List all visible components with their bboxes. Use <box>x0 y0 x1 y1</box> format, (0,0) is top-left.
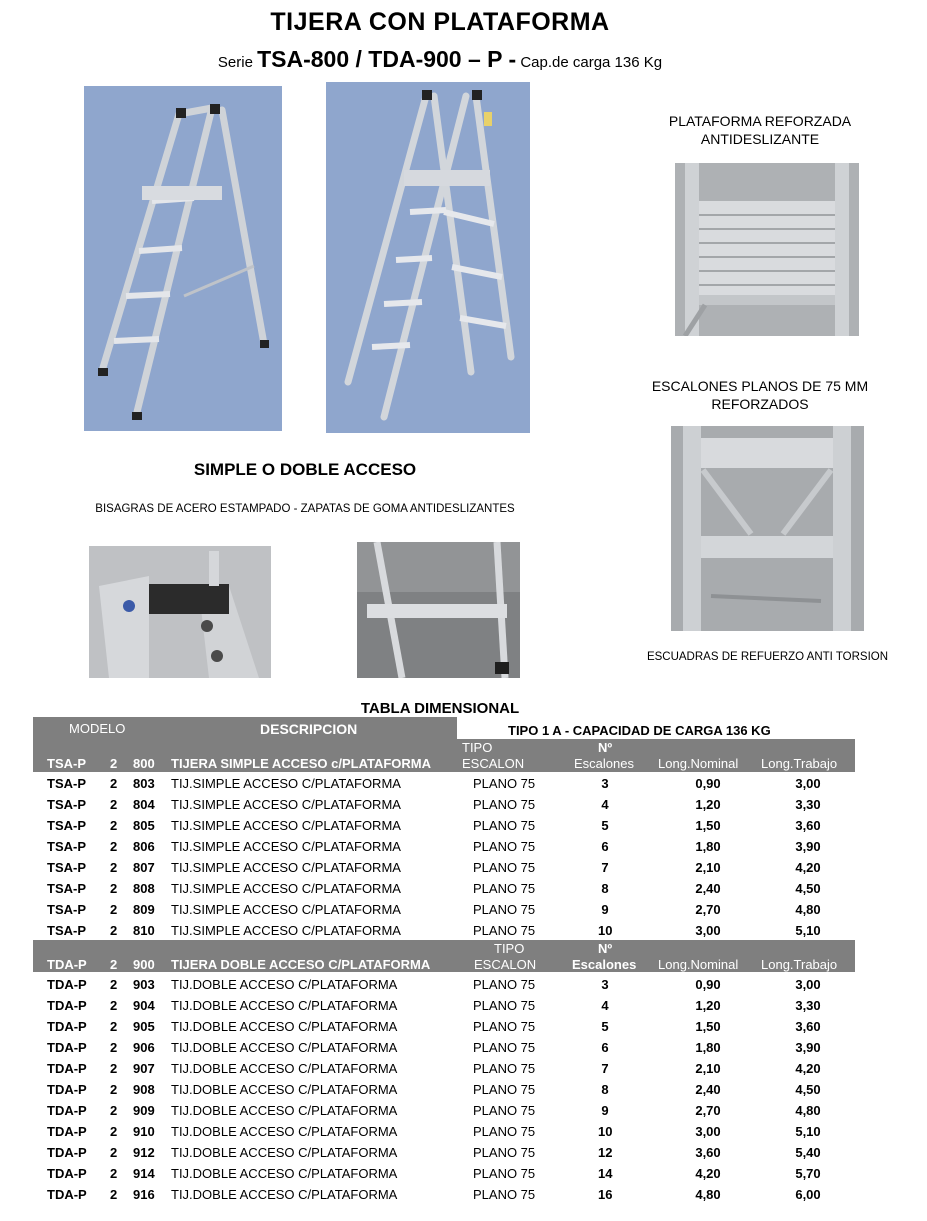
table-row <box>33 1185 855 1206</box>
col-tipo-2: ESCALON <box>462 756 525 771</box>
cell-escalones: 14 <box>598 1166 613 1181</box>
cell-quantity: 2 <box>110 818 118 833</box>
cell-description: TIJ.DOBLE ACCESO C/PLATAFORMA <box>171 1166 398 1181</box>
cell-model: TDA-P <box>47 1124 87 1139</box>
col-esc-2: Escalones <box>572 957 637 972</box>
platform-photo <box>675 163 859 336</box>
cell-model: TDA-P <box>47 1082 87 1097</box>
cell-long-nominal: 1,80 <box>695 839 721 854</box>
cell-escalones: 8 <box>601 1082 609 1097</box>
col-tipo-1: TIPO <box>462 740 493 755</box>
cell-escalones: 3 <box>601 776 609 791</box>
table-row <box>33 975 855 996</box>
cell-tipo-escalon: PLANO 75 <box>473 860 536 875</box>
cell-model: TDA-P <box>47 1040 87 1055</box>
table-row <box>33 921 855 942</box>
cell-tipo-escalon: PLANO 75 <box>473 1061 536 1076</box>
cell-model: TSA-P <box>47 860 86 875</box>
cell-model: TDA-P <box>47 1061 87 1076</box>
cell-quantity: 2 <box>110 1103 118 1118</box>
cell-long-trabajo: 3,90 <box>795 1040 821 1055</box>
cell-description: TIJ.SIMPLE ACCESO C/PLATAFORMA <box>171 797 401 812</box>
col-esc-1: Nº <box>598 740 613 755</box>
cell-description: TIJ.DOBLE ACCESO C/PLATAFORMA <box>171 977 398 992</box>
page-title: TIJERA CON PLATAFORMA <box>270 8 610 36</box>
col-trabajo: Long.Trabajo <box>761 957 838 972</box>
cell-tipo-escalon: PLANO 75 <box>473 1166 536 1181</box>
cell-tipo-escalon: PLANO 75 <box>473 1103 536 1118</box>
cell-escalones: 5 <box>601 818 609 833</box>
cell-model: TDA-P <box>47 1145 87 1160</box>
ladder-double-photo <box>326 82 530 433</box>
cell-escalones: 5 <box>601 1019 609 1034</box>
cell-code: 906 <box>133 1040 155 1055</box>
cell-quantity: 2 <box>110 1124 118 1139</box>
cell-long-nominal: 1,50 <box>695 1019 721 1034</box>
cell-escalones: 10 <box>598 1124 613 1139</box>
cell-long-nominal: 2,10 <box>695 1061 721 1076</box>
cell-tipo-escalon: PLANO 75 <box>473 998 536 1013</box>
caption-escalones: ESCALONES PLANOS DE 75 MM REFORZADOS <box>651 378 869 412</box>
cell-escalones: 9 <box>601 1103 609 1118</box>
table-row <box>33 1017 855 1038</box>
table-header-top <box>33 717 457 739</box>
cell-model: TDA-P <box>47 1019 87 1034</box>
col-tipo-2: ESCALON <box>474 957 537 972</box>
cell-code: 903 <box>133 977 155 992</box>
serie-models: TSA-800 / TDA-900 – P - <box>257 46 517 72</box>
cell-code: 806 <box>133 839 155 854</box>
table-row <box>33 879 855 900</box>
caption-plataforma: PLATAFORMA REFORZADA ANTIDESLIZANTE <box>668 113 852 147</box>
cell-long-nominal: 2,70 <box>695 902 721 917</box>
cell-tipo-escalon: PLANO 75 <box>473 977 536 992</box>
cell-escalones: 9 <box>601 902 609 917</box>
cell-code: 910 <box>133 1124 155 1139</box>
col-esc-1: Nº <box>598 941 613 956</box>
cell-description: TIJ.SIMPLE ACCESO C/PLATAFORMA <box>171 839 401 854</box>
cell-description: TIJ.DOBLE ACCESO C/PLATAFORMA <box>171 1145 398 1160</box>
cell-long-trabajo: 3,60 <box>795 1019 821 1034</box>
cell-model: TDA-P <box>47 998 87 1013</box>
cell-description: TIJ.DOBLE ACCESO C/PLATAFORMA <box>171 1082 398 1097</box>
cell-model: TSA-P <box>47 839 86 854</box>
cell-code: 804 <box>133 797 155 812</box>
cell-long-trabajo: 5,70 <box>795 1166 821 1181</box>
cell-model: TSA-P <box>47 923 86 938</box>
cell-code: 908 <box>133 1082 155 1097</box>
hinge-photo <box>89 546 271 678</box>
cell-long-nominal: 1,50 <box>695 818 721 833</box>
header-descripcion: DESCRIPCION <box>260 721 358 737</box>
cell-long-trabajo: 4,20 <box>795 860 821 875</box>
cell-model: TDA-P <box>47 1187 87 1202</box>
serie-prefix: Serie <box>217 54 258 71</box>
cell-quantity: 2 <box>110 1019 118 1034</box>
col-nominal: Long.Nominal <box>658 957 739 972</box>
cell-long-trabajo: 3,00 <box>795 977 821 992</box>
cell-quantity: 2 <box>110 1166 118 1181</box>
ladder-simple-photo <box>84 86 282 431</box>
cell-quantity: 2 <box>110 977 118 992</box>
cell-tipo-escalon: PLANO 75 <box>473 839 536 854</box>
cell-quantity: 2 <box>110 1187 118 1202</box>
cell-long-nominal: 1,20 <box>695 797 721 812</box>
cell-tipo-escalon: PLANO 75 <box>473 818 536 833</box>
tsa-group-model: TSA-P <box>47 756 86 771</box>
cell-code: 914 <box>133 1166 155 1181</box>
cell-code: 807 <box>133 860 155 875</box>
cell-code: 916 <box>133 1187 155 1202</box>
cell-tipo-escalon: PLANO 75 <box>473 1187 536 1202</box>
cell-escalones: 3 <box>601 977 609 992</box>
table-row <box>33 1101 855 1122</box>
cell-tipo-escalon: PLANO 75 <box>473 1019 536 1034</box>
cell-description: TIJ.DOBLE ACCESO C/PLATAFORMA <box>171 1040 398 1055</box>
steps-photo <box>671 426 864 631</box>
caption-escuadras: ESCUADRAS DE REFUERZO ANTI TORSION <box>646 651 889 663</box>
cell-long-nominal: 3,00 <box>695 1124 721 1139</box>
cell-long-trabajo: 3,90 <box>795 839 821 854</box>
cell-long-nominal: 3,00 <box>695 923 721 938</box>
rubber-foot-photo <box>357 542 520 678</box>
cell-long-nominal: 2,40 <box>695 1082 721 1097</box>
cell-code: 905 <box>133 1019 155 1034</box>
cell-tipo-escalon: PLANO 75 <box>473 776 536 791</box>
cell-long-trabajo: 3,30 <box>795 998 821 1013</box>
cell-escalones: 16 <box>598 1187 613 1202</box>
tda-group-desc: TIJERA DOBLE ACCESO C/PLATAFORMA <box>171 957 431 972</box>
cell-escalones: 12 <box>598 1145 613 1160</box>
cell-description: TIJ.DOBLE ACCESO C/PLATAFORMA <box>171 1103 398 1118</box>
cell-model: TDA-P <box>47 1103 87 1118</box>
cell-quantity: 2 <box>110 1040 118 1055</box>
cell-long-trabajo: 4,20 <box>795 1061 821 1076</box>
cell-description: TIJ.DOBLE ACCESO C/PLATAFORMA <box>171 1124 398 1139</box>
cell-description: TIJ.SIMPLE ACCESO C/PLATAFORMA <box>171 818 401 833</box>
cell-quantity: 2 <box>110 776 118 791</box>
cell-long-nominal: 0,90 <box>695 977 721 992</box>
cell-long-nominal: 4,80 <box>695 1187 721 1202</box>
table-row <box>33 1038 855 1059</box>
cell-model: TSA-P <box>47 818 86 833</box>
cell-description: TIJ.DOBLE ACCESO C/PLATAFORMA <box>171 1019 398 1034</box>
cell-quantity: 2 <box>110 881 118 896</box>
cell-model: TDA-P <box>47 1166 87 1181</box>
cell-description: TIJ.SIMPLE ACCESO C/PLATAFORMA <box>171 860 401 875</box>
cell-description: TIJ.SIMPLE ACCESO C/PLATAFORMA <box>171 902 401 917</box>
cell-long-trabajo: 4,80 <box>795 1103 821 1118</box>
cell-model: TSA-P <box>47 902 86 917</box>
cell-code: 803 <box>133 776 155 791</box>
table-row <box>33 1143 855 1164</box>
cell-long-trabajo: 4,50 <box>795 881 821 896</box>
cell-escalones: 6 <box>601 1040 609 1055</box>
cell-escalones: 7 <box>601 860 609 875</box>
table-row <box>33 795 855 816</box>
cell-long-nominal: 0,90 <box>695 776 721 791</box>
cell-tipo-escalon: PLANO 75 <box>473 1124 536 1139</box>
cell-quantity: 2 <box>110 998 118 1013</box>
cell-escalones: 8 <box>601 881 609 896</box>
cell-quantity: 2 <box>110 902 118 917</box>
header-tipo-capacidad: TIPO 1 A - CAPACIDAD DE CARGA 136 KG <box>508 723 771 738</box>
cell-quantity: 2 <box>110 1061 118 1076</box>
cell-code: 907 <box>133 1061 155 1076</box>
cell-code: 912 <box>133 1145 155 1160</box>
cell-tipo-escalon: PLANO 75 <box>473 881 536 896</box>
cell-tipo-escalon: PLANO 75 <box>473 902 536 917</box>
tsa-group-desc: TIJERA SIMPLE ACCESO c/PLATAFORMA <box>171 756 432 771</box>
cell-description: TIJ.SIMPLE ACCESO C/PLATAFORMA <box>171 776 401 791</box>
col-nominal: Long.Nominal <box>658 756 739 771</box>
caption-bisagras: BISAGRAS DE ACERO ESTAMPADO - ZAPATAS DE GOMA ANTIDESLIZANTES <box>95 503 515 515</box>
cell-tipo-escalon: PLANO 75 <box>473 923 536 938</box>
caption-acceso: SIMPLE O DOBLE ACCESO <box>193 460 417 479</box>
cell-code: 810 <box>133 923 155 938</box>
cell-long-nominal: 2,40 <box>695 881 721 896</box>
cell-long-trabajo: 6,00 <box>795 1187 821 1202</box>
cell-long-trabajo: 4,80 <box>795 902 821 917</box>
cell-long-nominal: 3,60 <box>695 1145 721 1160</box>
cell-code: 805 <box>133 818 155 833</box>
tsa-group-n: 2 <box>110 756 118 771</box>
cell-long-nominal: 2,10 <box>695 860 721 875</box>
table-row <box>33 1080 855 1101</box>
cell-model: TDA-P <box>47 977 87 992</box>
cell-tipo-escalon: PLANO 75 <box>473 1040 536 1055</box>
cell-long-trabajo: 5,10 <box>795 1124 821 1139</box>
cell-long-trabajo: 3,60 <box>795 818 821 833</box>
cell-long-trabajo: 5,10 <box>795 923 821 938</box>
cell-model: TSA-P <box>47 881 86 896</box>
cell-long-trabajo: 5,40 <box>795 1145 821 1160</box>
cell-code: 808 <box>133 881 155 896</box>
col-tipo-1: TIPO <box>494 941 525 956</box>
page-subtitle <box>0 46 880 73</box>
cell-long-nominal: 1,20 <box>695 998 721 1013</box>
cell-long-trabajo: 3,30 <box>795 797 821 812</box>
tda-group-header <box>33 940 855 972</box>
table-row <box>33 1164 855 1185</box>
cell-code: 909 <box>133 1103 155 1118</box>
header-modelo: MODELO <box>69 721 126 736</box>
cell-description: TIJ.DOBLE ACCESO C/PLATAFORMA <box>171 998 398 1013</box>
table-row <box>33 858 855 879</box>
cell-long-trabajo: 4,50 <box>795 1082 821 1097</box>
table-row <box>33 1122 855 1143</box>
cell-escalones: 6 <box>601 839 609 854</box>
cell-long-nominal: 1,80 <box>695 1040 721 1055</box>
cell-quantity: 2 <box>110 923 118 938</box>
cell-long-nominal: 2,70 <box>695 1103 721 1118</box>
cell-description: TIJ.DOBLE ACCESO C/PLATAFORMA <box>171 1061 398 1076</box>
cell-quantity: 2 <box>110 860 118 875</box>
table-title: TABLA DIMENSIONAL <box>360 700 520 717</box>
tda-group-code: 900 <box>133 957 155 972</box>
table-row <box>33 774 855 795</box>
capacity-text: Cap.de carga 136 Kg <box>516 54 663 71</box>
cell-description: TIJ.DOBLE ACCESO C/PLATAFORMA <box>171 1187 398 1202</box>
cell-description: TIJ.SIMPLE ACCESO C/PLATAFORMA <box>171 881 401 896</box>
tsa-group-header <box>33 739 855 772</box>
tda-group-n: 2 <box>110 957 118 972</box>
cell-quantity: 2 <box>110 1082 118 1097</box>
cell-code: 904 <box>133 998 155 1013</box>
table-row <box>33 816 855 837</box>
cell-quantity: 2 <box>110 1145 118 1160</box>
tda-group-model: TDA-P <box>47 957 87 972</box>
col-trabajo: Long.Trabajo <box>761 756 838 771</box>
cell-tipo-escalon: PLANO 75 <box>473 1145 536 1160</box>
cell-quantity: 2 <box>110 797 118 812</box>
col-esc-2: Escalones <box>574 756 634 771</box>
cell-tipo-escalon: PLANO 75 <box>473 1082 536 1097</box>
tsa-group-code: 800 <box>133 756 155 771</box>
cell-description: TIJ.SIMPLE ACCESO C/PLATAFORMA <box>171 923 401 938</box>
cell-escalones: 10 <box>598 923 613 938</box>
cell-escalones: 4 <box>601 998 609 1013</box>
cell-model: TSA-P <box>47 797 86 812</box>
cell-long-trabajo: 3,00 <box>795 776 821 791</box>
cell-escalones: 7 <box>601 1061 609 1076</box>
table-row <box>33 900 855 921</box>
table-row <box>33 837 855 858</box>
cell-long-nominal: 4,20 <box>695 1166 721 1181</box>
cell-escalones: 4 <box>601 797 609 812</box>
cell-tipo-escalon: PLANO 75 <box>473 797 536 812</box>
cell-code: 809 <box>133 902 155 917</box>
cell-model: TSA-P <box>47 776 86 791</box>
table-row <box>33 1059 855 1080</box>
table-row <box>33 996 855 1017</box>
cell-quantity: 2 <box>110 839 118 854</box>
